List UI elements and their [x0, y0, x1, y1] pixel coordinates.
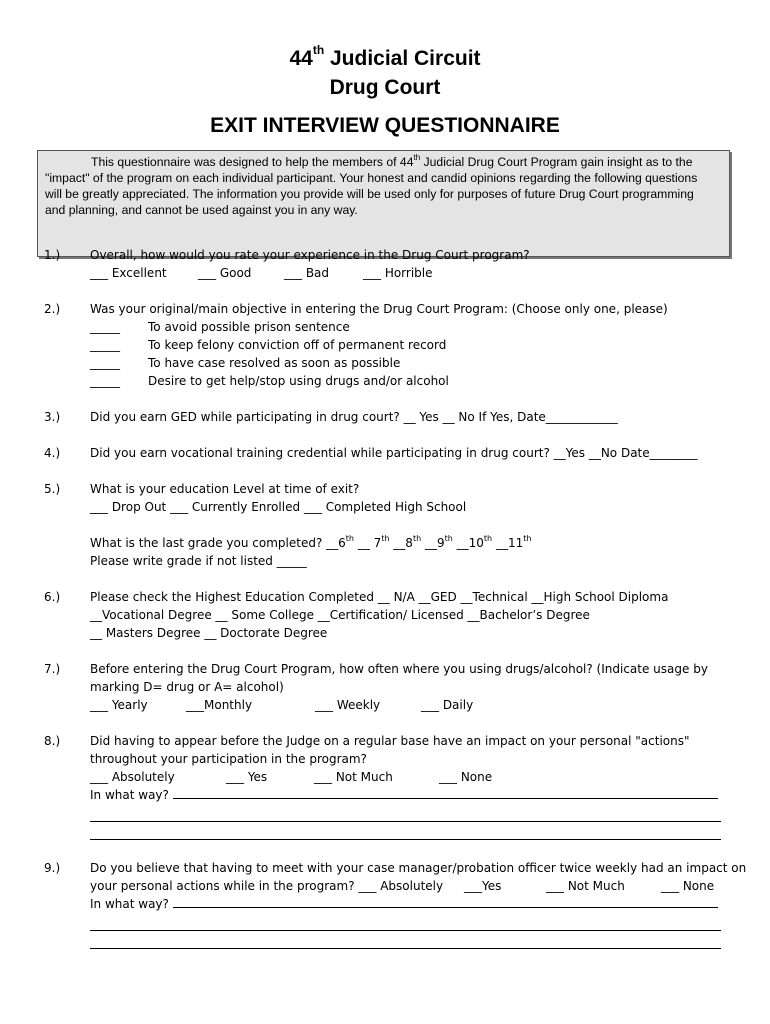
write-in-line[interactable] — [90, 931, 721, 949]
grade-suffix: th — [523, 534, 532, 543]
option-row[interactable] — [90, 372, 730, 390]
intro-line-3: will be greatly appreciated. The information you provide will be used only for purposes of future Drug Court programming — [45, 187, 694, 201]
option-not-much[interactable]: ___ Not Much — [546, 879, 625, 893]
grade-option[interactable]: __11 — [492, 536, 524, 550]
question-text[interactable]: Did you earn vocational training credential while participating in drug court? __Yes __No Date________ — [90, 446, 698, 460]
answer-blank[interactable]: _____ — [90, 356, 120, 370]
option-bad[interactable]: ___ Bad — [284, 266, 330, 280]
in-what-way-label: In what way? — [90, 897, 169, 911]
option-monthly[interactable]: ___Monthly — [186, 698, 253, 712]
answer-options — [90, 696, 730, 714]
question-text: Do you believe that having to meet with your case manager/probation officer twice weekly had an impact on — [90, 861, 747, 875]
question-number: 4.) — [44, 446, 61, 460]
option-horrible[interactable]: ___ Horrible — [363, 266, 433, 280]
question-number: 5.) — [44, 482, 61, 496]
grade-option[interactable]: __ 7 — [354, 536, 382, 550]
question-number: 8.) — [44, 734, 61, 748]
question-number: 2.) — [44, 302, 61, 316]
question-text-2: throughout your participation in the program? — [90, 752, 367, 766]
question-number: 6.) — [44, 590, 61, 604]
option-yes[interactable]: ___Yes — [464, 879, 502, 893]
option-good[interactable]: ___ Good — [198, 266, 252, 280]
option-none[interactable]: ___ None — [439, 770, 493, 784]
write-in-line[interactable] — [90, 822, 721, 840]
option-row[interactable] — [90, 318, 730, 336]
intro-line-1a: This questionnaire was designed to help the members of 44 — [91, 155, 414, 169]
question-text: Overall, how would you rate your experience in the Drug Court program? — [90, 248, 530, 262]
answer-blank[interactable]: _____ — [90, 338, 120, 352]
intro-line-1 — [45, 154, 723, 170]
circuit-suffix: th — [312, 43, 325, 57]
grade-suffix: th — [483, 534, 493, 543]
option-not-much[interactable]: ___ Not Much — [314, 770, 393, 784]
question-text-2: marking D= drug or A= alcohol) — [90, 680, 284, 694]
grade-suffix: th — [345, 534, 354, 543]
question-text: What is your education Level at time of exit? — [90, 482, 360, 496]
intro-line-1b: Judicial Drug Court Program gain insight as to the — [420, 155, 693, 169]
option-weekly[interactable]: ___ Weekly — [315, 698, 381, 712]
intro-line-2: "impact" of the program on each individual participant. Your honest and candid opinions regarding the following questions — [45, 171, 698, 185]
question-number: 3.) — [44, 410, 61, 424]
intro-line-4: and planning, and cannot be used against you in any way. — [45, 203, 358, 217]
option-absolutely[interactable]: ___ Absolutely — [90, 770, 175, 784]
option-label: To have case resolved as soon as possible — [148, 356, 401, 370]
option-label: To keep felony conviction off of permanent record — [148, 338, 447, 352]
option-none[interactable]: ___ None — [661, 879, 715, 893]
grade-question[interactable] — [90, 534, 730, 552]
answer-blank[interactable]: _____ — [90, 320, 120, 334]
court-title: Drug Court — [329, 76, 441, 99]
option-row[interactable] — [90, 336, 730, 354]
answer-options[interactable]: ___ Drop Out ___ Currently Enrolled ___ Completed High School — [90, 500, 467, 514]
grade-suffix: th — [381, 534, 390, 543]
in-what-way-row — [90, 895, 730, 913]
in-what-way-label: In what way? — [90, 788, 169, 802]
question-text-2 — [90, 877, 730, 895]
answer-options — [90, 264, 730, 282]
circuit-number: 44 — [289, 47, 313, 70]
circuit-title — [0, 43, 770, 72]
in-what-way-row — [90, 786, 730, 804]
intro-suffix: th — [413, 152, 421, 162]
education-line-2[interactable]: __Vocational Degree __ Some College __Certification/ Licensed __Bachelor’s Degree — [90, 608, 590, 622]
option-label: To avoid possible prison sentence — [148, 320, 350, 334]
question-text: Before entering the Drug Court Program, how often where you using drugs/alcohol? (Indicate usage by — [90, 662, 708, 676]
education-line-1[interactable]: Please check the Highest Education Completed __ N/A __GED __Technical __High School Diploma — [90, 590, 669, 604]
question-text[interactable]: Did you earn GED while participating in drug court? __ Yes __ No If Yes, Date____________ — [90, 410, 618, 424]
question-number: 7.) — [44, 662, 61, 676]
write-in-line[interactable] — [90, 804, 721, 822]
question-number: 1.) — [44, 248, 61, 262]
question-text: Was your original/main objective in entering the Drug Court Program: (Choose only one, please) — [90, 302, 668, 316]
option-row[interactable] — [90, 354, 730, 372]
write-grade[interactable]: Please write grade if not listed _____ — [90, 554, 307, 568]
answer-blank[interactable]: _____ — [90, 374, 120, 388]
write-in-line[interactable] — [173, 895, 718, 908]
option-excellent[interactable]: ___ Excellent — [90, 266, 167, 280]
education-line-3[interactable]: __ Masters Degree __ Doctorate Degree — [90, 626, 328, 640]
write-in-line[interactable] — [90, 913, 721, 931]
option-yearly[interactable]: ___ Yearly — [90, 698, 148, 712]
write-in-line[interactable] — [173, 786, 718, 799]
document-title: EXIT INTERVIEW QUESTIONNAIRE — [210, 114, 560, 137]
option-absolutely[interactable]: your personal actions while in the program? ___ Absolutely — [90, 879, 444, 893]
grade-option[interactable]: __8 — [389, 536, 413, 550]
grade-option[interactable]: __9 — [421, 536, 445, 550]
grade-text: What is the last grade you completed? __6 — [90, 536, 346, 550]
option-daily[interactable]: ___ Daily — [421, 698, 474, 712]
intro-box — [37, 150, 730, 257]
circuit-rest: Judicial Circuit — [324, 47, 481, 70]
option-yes[interactable]: ___ Yes — [226, 770, 268, 784]
option-label: Desire to get help/stop using drugs and/or alcohol — [148, 374, 449, 388]
grade-option[interactable]: __10 — [452, 536, 484, 550]
question-text: Did having to appear before the Judge on a regular base have an impact on your personal "actions" — [90, 734, 690, 748]
grade-suffix: th — [412, 534, 422, 543]
answer-options — [90, 768, 730, 786]
question-number: 9.) — [44, 861, 61, 875]
grade-suffix: th — [444, 534, 453, 543]
